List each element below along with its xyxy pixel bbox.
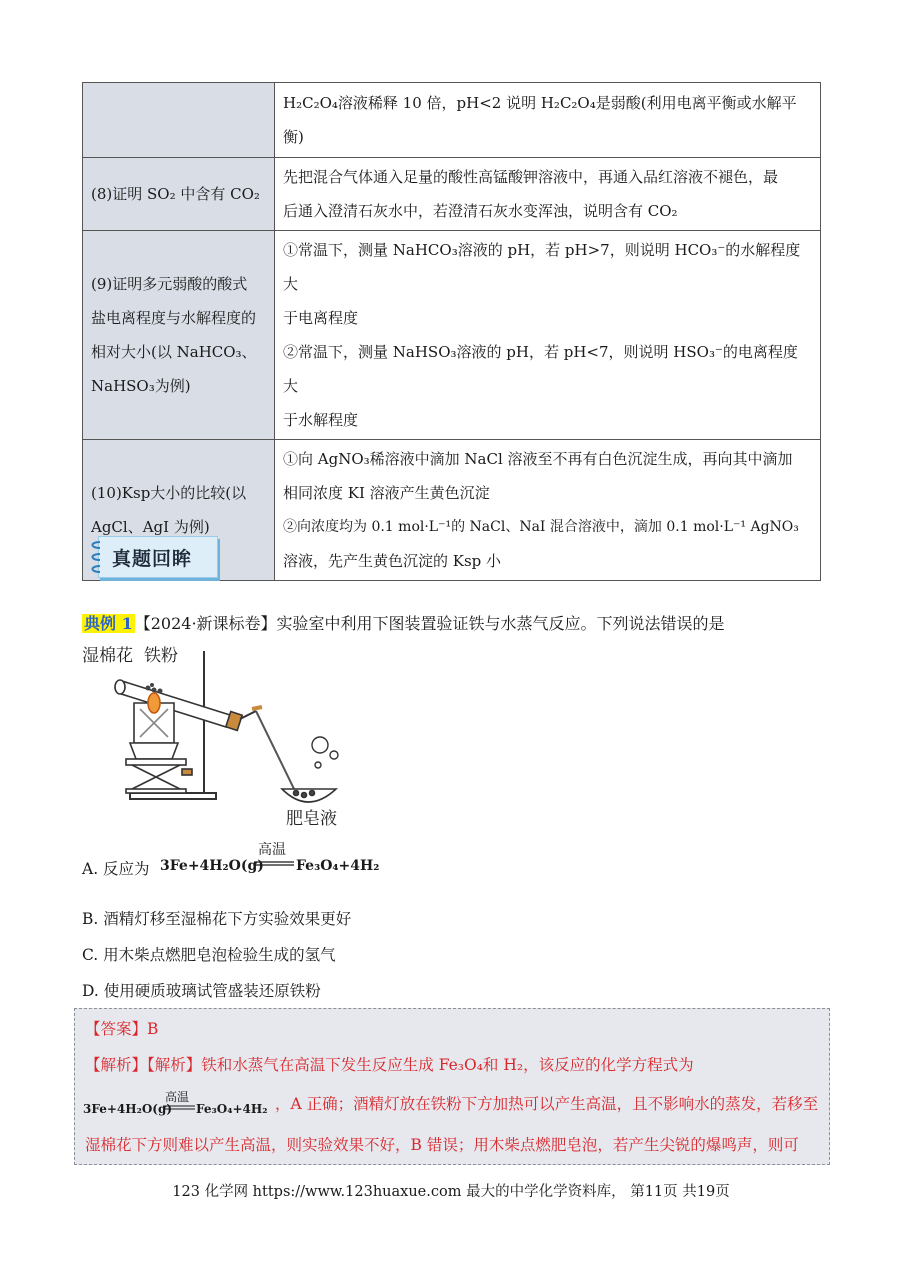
analysis-line-2 [83, 1091, 818, 1119]
page-footer: 123 化学网 https://www.123huaxue.com 最大的中学化学资料库， 第11页 共19页 [172, 1184, 730, 1200]
analysis-line-1 [85, 1053, 694, 1075]
cell-line: AgCl、AgI 为例) [91, 518, 210, 536]
table-cell-right [275, 231, 821, 440]
table-cell-right [275, 83, 821, 158]
cell-line: 后通入澄清石灰水中，若澄清石灰水变浑浊，说明含有 CO₂ [283, 202, 678, 220]
cell-line: (9)证明多元弱酸的酸式 [91, 275, 248, 293]
cell-line: ②常温下，测量 NaHSO₃溶液的 pH，若 pH<7，则说明 HSO₃⁻的电离程度大 [283, 343, 798, 395]
alcohol-lamp [130, 693, 178, 759]
label-soap-solution: 肥皂液 [286, 809, 337, 829]
cell-line: NaHSO₃为例) [91, 377, 191, 395]
cell-line: 相同浓度 KI 溶液产生黄色沉淀 [283, 484, 490, 502]
cell-line: ①向 AgNO₃稀溶液中滴加 NaCl 溶液至不再有白色沉淀生成，再向其中滴加 [283, 450, 793, 468]
soap-bubbles [312, 737, 338, 768]
experiment-apparatus-diagram [82, 643, 382, 833]
analysis-text-1: 铁和水蒸气在高温下发生反应生成 Fe₃O₄和 H₂，该反应的化学方程式为 [201, 1056, 694, 1074]
delivery-tube [240, 707, 296, 793]
cell-line: 盐电离程度与水解程度的 [91, 309, 257, 327]
option-d: D. 使用硬质玻璃试管盛装还原铁粉 [82, 982, 321, 1000]
option-a-equation [160, 840, 390, 880]
table-cell-left [83, 83, 275, 158]
lab-jack [126, 759, 192, 793]
table-cell-left [83, 231, 275, 440]
evaporating-dish [282, 789, 336, 802]
cell-line: 于水解程度 [283, 411, 359, 429]
cell-line: 先把混合气体通入足量的酸性高锰酸钾溶液中，再通入品红溶液不褪色，最 [283, 168, 779, 186]
table-row [83, 231, 821, 440]
answer-label: 【答案】B [85, 1020, 159, 1038]
eq-left: 3Fe+4H₂O(g) [83, 1102, 173, 1116]
binder-rings-icon [88, 538, 104, 578]
option-a-prefix: A. 反应为 [82, 860, 150, 878]
section-banner [88, 530, 220, 582]
cell-line: ②向浓度均为 0.1 mol·L⁻¹的 NaCl、NaI 混合溶液中，滴加 0.1 mol·L⁻¹ AgNO₃ [283, 519, 799, 535]
cell-line: 溶液，先产生黄色沉淀的 Ksp 小 [283, 552, 502, 570]
question-source: 【2024·新课标卷】 [134, 614, 277, 633]
analysis-text-2: ，A 正确；酒精灯放在铁粉下方加热可以产生高温，且不影响水的蒸发，若移至 [275, 1095, 819, 1113]
table-row [83, 158, 821, 231]
table-cell-left: (8)证明 SO₂ 中含有 CO₂ [83, 158, 275, 231]
cell-line: H₂C₂O₄溶液稀释 10 倍，pH<2 说明 H₂C₂O₄是弱酸(利用电离平衡或水解平 [283, 94, 797, 112]
example-tag: 典例 1 [84, 614, 133, 633]
question-stem: 实验室中利用下图装置验证铁与水蒸气反应。下列说法错误的是 [276, 614, 725, 633]
cell-line: 衡) [283, 128, 304, 146]
label-wet-cotton: 湿棉花 [82, 646, 133, 666]
cell-line: 相对大小(以 NaHCO₃、 [91, 343, 257, 361]
eq-condition: 高温 [258, 842, 286, 858]
table-cell-right [275, 158, 821, 231]
banner-title: 真题回眸 [112, 548, 193, 570]
table-cell-right [275, 440, 821, 581]
cell-line: 于电离程度 [283, 309, 359, 327]
question-stem-line [82, 611, 725, 634]
option-b: B. 酒精灯移至湿棉花下方实验效果更好 [82, 910, 352, 928]
eq-right: Fe₃O₄+4H₂ [296, 858, 380, 874]
table-row [83, 83, 821, 158]
eq-left: 3Fe+4H₂O(g) [160, 858, 264, 874]
eq-condition: 高温 [165, 1091, 190, 1104]
option-a [82, 857, 150, 879]
answer-panel [74, 1008, 830, 1165]
analysis-line-3: 湿棉花下方则难以产生高温，则实验效果不好，B 错误；用木柴点燃肥皂泡，若产生尖锐的爆鸣声，则可 [85, 1136, 799, 1154]
cell-line: (10)Ksp大小的比较(以 [91, 484, 247, 502]
methods-table [82, 82, 821, 581]
option-c: C. 用木柴点燃肥皂泡检验生成的氢气 [82, 946, 336, 964]
eq-right: Fe₃O₄+4H₂ [196, 1102, 268, 1116]
analysis-equation [83, 1091, 275, 1119]
label-iron-powder: 铁粉 [144, 646, 178, 666]
analysis-label: 【解析】【解析】 [85, 1056, 202, 1074]
cell-line: ①常温下，测量 NaHCO₃溶液的 pH，若 pH>7，则说明 HCO₃⁻的水解程度大 [283, 241, 801, 293]
